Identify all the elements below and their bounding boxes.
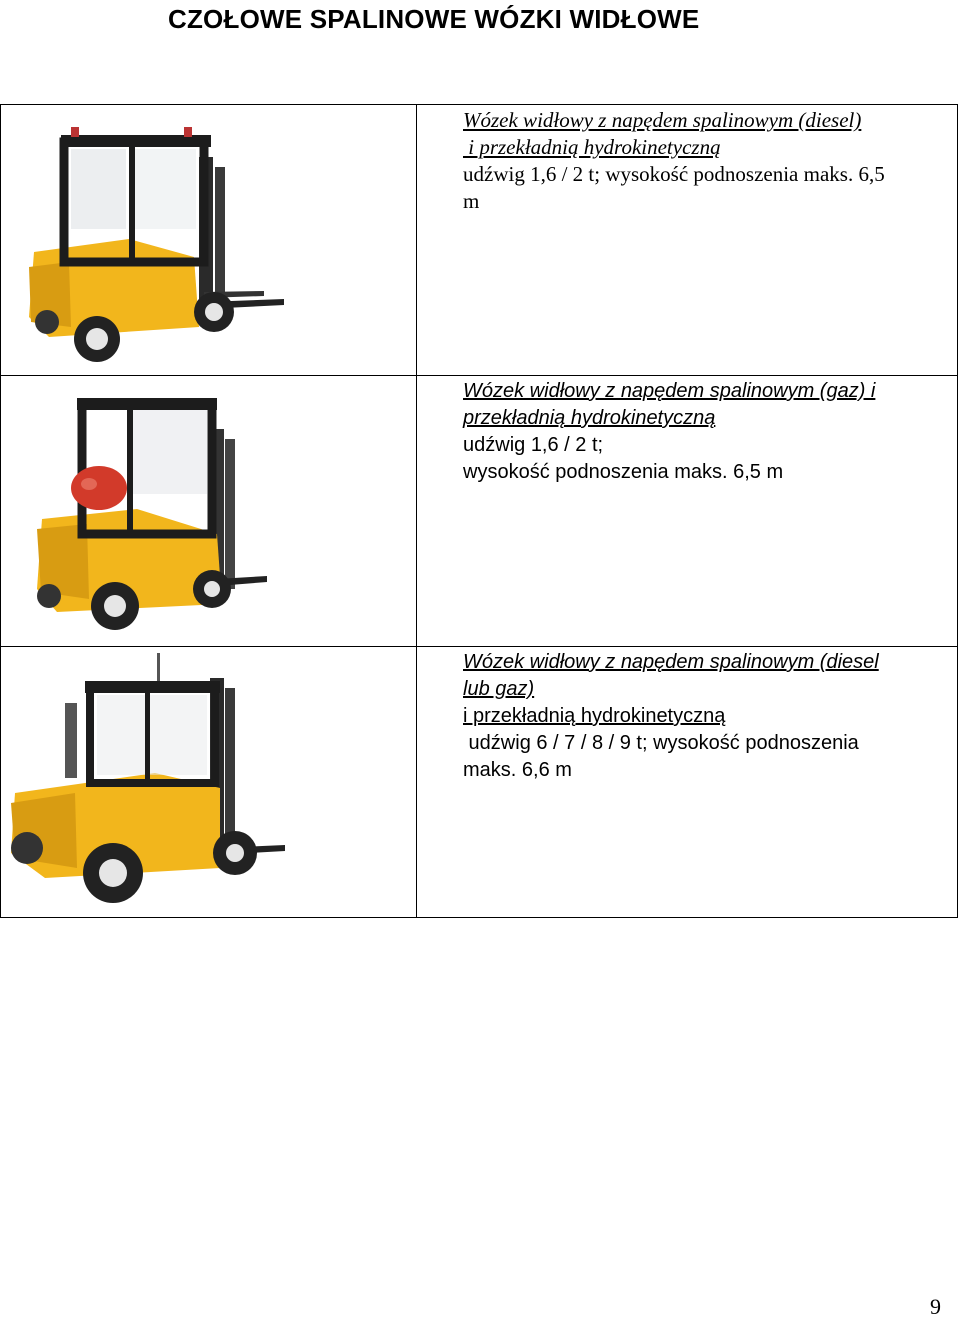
- product-name: lub gaz): [463, 678, 535, 700]
- product-description-cell: [417, 376, 958, 647]
- product-name: Wózek widłowy z napędem spalinowym (gaz) i: [463, 380, 876, 402]
- page-number: 9: [930, 1294, 941, 1319]
- product-name: Wózek widłowy z napędem spalinowym (diesel: [463, 651, 879, 673]
- forklift-diesel-cab-icon: [9, 117, 289, 362]
- product-name: przekładnią hydrokinetyczną: [463, 407, 716, 429]
- product-description-cell: [417, 105, 958, 376]
- product-spec: udźwig 6 / 7 / 8 / 9 t; wysokość podnoszenia: [463, 732, 859, 754]
- product-name: i przekładnią hydrokinetyczną: [463, 705, 726, 727]
- product-description-cell: [417, 647, 958, 918]
- product-table: [0, 104, 958, 918]
- product-name: i przekładnią hydrokinetyczną: [463, 135, 721, 159]
- page-title: CZOŁOWE SPALINOWE WÓZKI WIDŁOWE: [168, 4, 700, 34]
- product-image-cell: [1, 105, 417, 376]
- forklift-lpg-cab-icon: [27, 384, 307, 634]
- product-spec: udźwig 1,6 / 2 t; wysokość podnoszenia maks. 6,5: [463, 162, 885, 186]
- table-row: [1, 105, 958, 376]
- product-image-cell: [1, 376, 417, 647]
- product-spec: maks. 6,6 m: [463, 759, 572, 781]
- forklift-heavy-duty-icon: [5, 653, 295, 903]
- product-name: Wózek widłowy z napędem spalinowym (diesel): [463, 108, 862, 132]
- product-spec: m: [463, 189, 480, 213]
- table-row: [1, 647, 958, 918]
- product-spec: udźwig 1,6 / 2 t;: [463, 434, 604, 456]
- product-spec: wysokość podnoszenia maks. 6,5 m: [463, 461, 784, 483]
- product-image-cell: [1, 647, 417, 918]
- table-row: [1, 376, 958, 647]
